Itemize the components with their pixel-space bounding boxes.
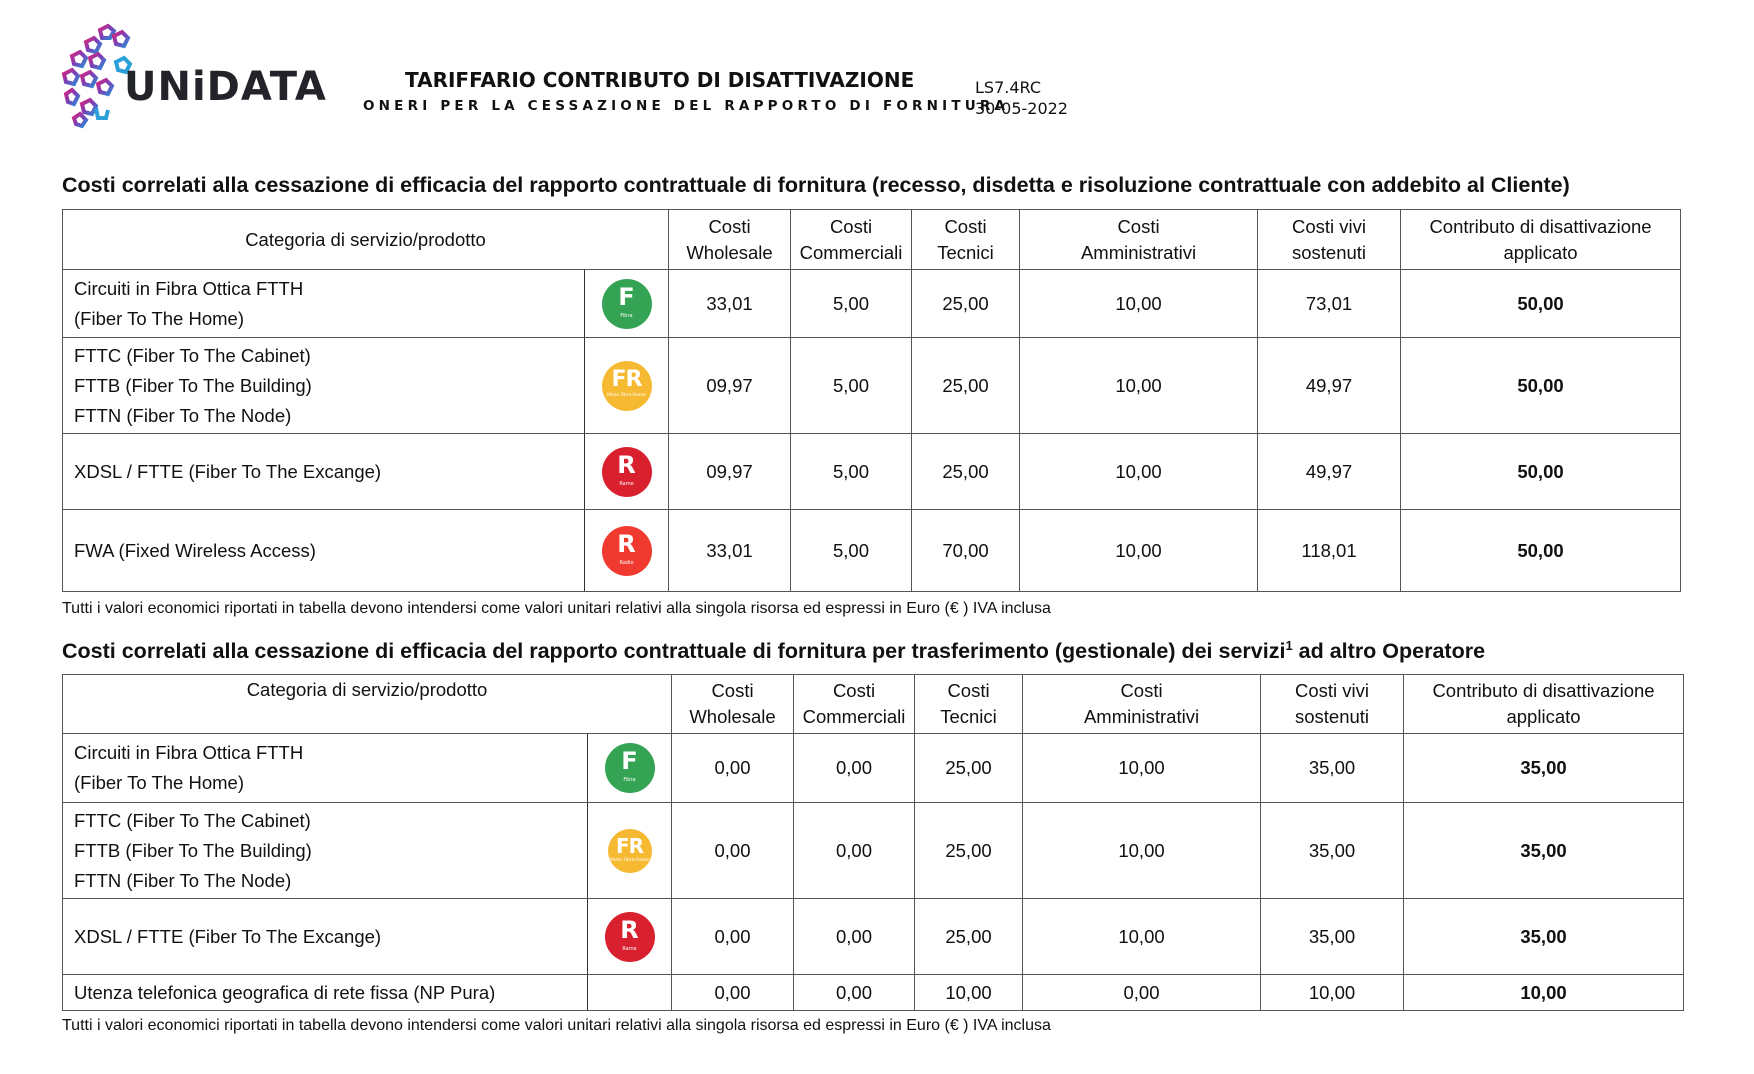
- header-category: Categoria di servizio/prodotto: [63, 210, 669, 270]
- cell-amministrativi: 10,00: [1023, 734, 1261, 803]
- unidata-logo: [58, 22, 358, 137]
- section-title-cessazione: Costi correlati alla cessazione di efficacia del rapporto contrattuale di fornitura (recesso, disdetta e risoluzione contrattuale con addebito al Cliente): [62, 173, 1570, 197]
- table-row: [63, 899, 1684, 975]
- empty-icon-cell: [588, 975, 672, 1011]
- header-amministrativi: Costi Amministrativi: [1020, 210, 1258, 270]
- cell-amministrativi: 10,00: [1020, 338, 1258, 434]
- cell-wholesale: 0,00: [672, 803, 794, 899]
- cell-wholesale: 09,97: [669, 338, 791, 434]
- cell-amministrativi: 10,00: [1020, 510, 1258, 592]
- table-header-row: [63, 210, 1681, 270]
- cell-contributo: 35,00: [1404, 803, 1684, 899]
- cell-contributo: 35,00: [1404, 734, 1684, 803]
- cell-costi-vivi: 49,97: [1258, 434, 1401, 510]
- header-contributo: Contributo di disattivazione applicato: [1401, 210, 1681, 270]
- row-category: FTTC (Fiber To The Cabinet) FTTB (Fiber To The Building) FTTN (Fiber To The Node): [63, 338, 585, 434]
- row-category: Circuiti in Fibra Ottica FTTH (Fiber To The Home): [63, 270, 585, 338]
- cell-tecnici: 25,00: [912, 270, 1020, 338]
- cell-contributo: 35,00: [1404, 899, 1684, 975]
- cell-contributo: 10,00: [1404, 975, 1684, 1011]
- copper-badge-icon: R Rame: [605, 912, 655, 962]
- table-row: [63, 338, 1681, 434]
- cell-costi-vivi: 10,00: [1261, 975, 1404, 1011]
- cell-commerciali: 0,00: [794, 899, 915, 975]
- table-row: [63, 270, 1681, 338]
- document-code: LS7.4RC: [975, 78, 1042, 97]
- fiber-badge-icon: F Fibra: [605, 743, 655, 793]
- fiber-badge-icon: F Fibra: [602, 279, 652, 329]
- tariff-table-cessazione: [62, 209, 1681, 592]
- cell-commerciali: 0,00: [794, 975, 915, 1011]
- logo-wordmark: UNiDATA: [124, 64, 327, 110]
- cell-amministrativi: 10,00: [1020, 270, 1258, 338]
- tariff-table-trasferimento: [62, 674, 1684, 1011]
- document-title: TARIFFARIO CONTRIBUTO DI DISATTIVAZIONE: [405, 68, 915, 92]
- document-subtitle: ONERI PER LA CESSAZIONE DEL RAPPORTO DI FORNITURA: [363, 98, 1010, 114]
- cell-contributo: 50,00: [1401, 434, 1681, 510]
- header-category: Categoria di servizio/prodotto: [63, 675, 672, 734]
- cell-wholesale: 0,00: [672, 899, 794, 975]
- cell-wholesale: 09,97: [669, 434, 791, 510]
- header-tecnici: Costi Tecnici: [915, 675, 1023, 734]
- cell-tecnici: 10,00: [915, 975, 1023, 1011]
- cell-tecnici: 25,00: [915, 899, 1023, 975]
- cell-commerciali: 0,00: [794, 734, 915, 803]
- cell-costi-vivi: 49,97: [1258, 338, 1401, 434]
- header-tecnici: Costi Tecnici: [912, 210, 1020, 270]
- copper-badge-icon: R Rame: [602, 447, 652, 497]
- table-footnote: Tutti i valori economici riportati in tabella devono intendersi come valori unitari relativi alla singola risorsa ed espressi in Euro (€ ) IVA inclusa: [62, 1017, 1051, 1034]
- cell-amministrativi: 10,00: [1020, 434, 1258, 510]
- cell-commerciali: 0,00: [794, 803, 915, 899]
- cell-amministrativi: 0,00: [1023, 975, 1261, 1011]
- header-commerciali: Costi Commerciali: [791, 210, 912, 270]
- radio-badge-icon: R Radio: [602, 526, 652, 576]
- cell-commerciali: 5,00: [791, 434, 912, 510]
- cell-costi-vivi: 35,00: [1261, 899, 1404, 975]
- row-category: FTTC (Fiber To The Cabinet) FTTB (Fiber To The Building) FTTN (Fiber To The Node): [63, 803, 588, 899]
- cell-tecnici: 25,00: [912, 434, 1020, 510]
- header-amministrativi: Costi Amministrativi: [1023, 675, 1261, 734]
- cell-commerciali: 5,00: [791, 270, 912, 338]
- cell-amministrativi: 10,00: [1023, 899, 1261, 975]
- table-row: [63, 975, 1684, 1011]
- cell-amministrativi: 10,00: [1023, 803, 1261, 899]
- row-category: FWA (Fixed Wireless Access): [63, 510, 585, 592]
- document-date: 30-05-2022: [975, 99, 1068, 118]
- header-contributo: Contributo di disattivazione applicato: [1404, 675, 1684, 734]
- table-row: [63, 510, 1681, 592]
- cell-commerciali: 5,00: [791, 510, 912, 592]
- row-category: XDSL / FTTE (Fiber To The Excange): [63, 434, 585, 510]
- cell-tecnici: 25,00: [915, 734, 1023, 803]
- header-commerciali: Costi Commerciali: [794, 675, 915, 734]
- mixed-fiber-copper-badge-icon: FR Misto Fibra-Rame: [602, 361, 652, 411]
- footnote-reference: 1: [1285, 638, 1293, 653]
- cell-wholesale: 33,01: [669, 270, 791, 338]
- cell-contributo: 50,00: [1401, 338, 1681, 434]
- header-wholesale: Costi Wholesale: [669, 210, 791, 270]
- cell-contributo: 50,00: [1401, 270, 1681, 338]
- cell-contributo: 50,00: [1401, 510, 1681, 592]
- row-category: Circuiti in Fibra Ottica FTTH (Fiber To The Home): [63, 734, 588, 803]
- header-wholesale: Costi Wholesale: [672, 675, 794, 734]
- cell-wholesale: 0,00: [672, 975, 794, 1011]
- row-category: Utenza telefonica geografica di rete fissa (NP Pura): [63, 975, 588, 1011]
- mixed-fiber-copper-badge-icon: FR Misto Fibra-Rame: [608, 829, 652, 873]
- cell-wholesale: 33,01: [669, 510, 791, 592]
- cell-tecnici: 70,00: [912, 510, 1020, 592]
- cell-costi-vivi: 35,00: [1261, 803, 1404, 899]
- cell-costi-vivi: 35,00: [1261, 734, 1404, 803]
- table-row: [63, 803, 1684, 899]
- cell-costi-vivi: 73,01: [1258, 270, 1401, 338]
- section-title-trasferimento: Costi correlati alla cessazione di efficacia del rapporto contrattuale di fornitura per trasferimento (gestionale) dei servizi$^1$ ad altro Operatore: [62, 638, 1486, 664]
- cell-tecnici: 25,00: [912, 338, 1020, 434]
- row-category: XDSL / FTTE (Fiber To The Excange): [63, 899, 588, 975]
- cell-tecnici: 25,00: [915, 803, 1023, 899]
- cell-wholesale: 0,00: [672, 734, 794, 803]
- table-row: [63, 434, 1681, 510]
- header-costi-vivi: Costi vivi sostenuti: [1258, 210, 1401, 270]
- header-costi-vivi: Costi vivi sostenuti: [1261, 675, 1404, 734]
- table-row: [63, 734, 1684, 803]
- table-header-row: [63, 675, 1684, 734]
- cell-commerciali: 5,00: [791, 338, 912, 434]
- table-footnote: Tutti i valori economici riportati in tabella devono intendersi come valori unitari relativi alla singola risorsa ed espressi in Euro (€ ) IVA inclusa: [62, 600, 1051, 617]
- cell-costi-vivi: 118,01: [1258, 510, 1401, 592]
